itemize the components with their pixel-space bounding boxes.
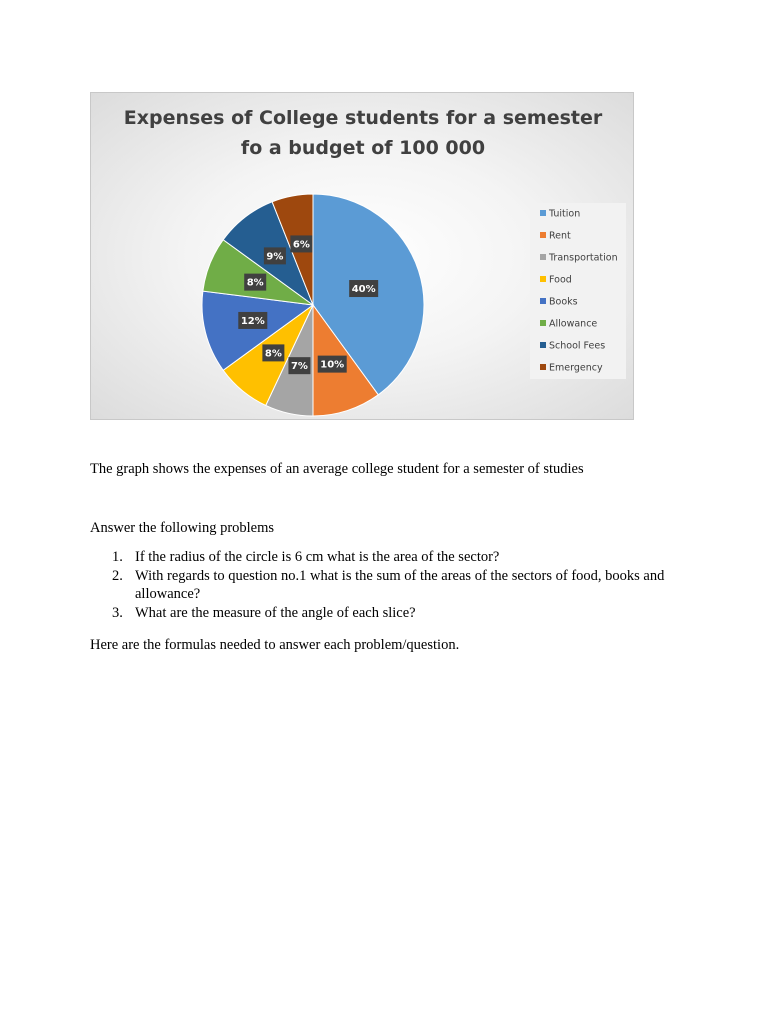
- legend-label: Emergency: [549, 362, 603, 374]
- data-label: [349, 280, 378, 297]
- legend-swatch: [540, 364, 546, 370]
- legend-swatch: [540, 210, 546, 216]
- problems-heading: Answer the following problems: [90, 520, 275, 536]
- legend-swatch: [540, 254, 546, 260]
- legend-label: Rent: [549, 230, 571, 242]
- chart-title-line-1: Expenses of College students for a semester: [123, 107, 603, 129]
- pie-slices: [202, 194, 424, 416]
- data-label: [318, 356, 347, 373]
- legend-swatch: [540, 232, 546, 238]
- data-label: [290, 235, 312, 252]
- data-label-text: 6%: [292, 239, 310, 251]
- problem-item: [90, 567, 690, 603]
- chart-title-line-2: fo a budget of 100 000: [240, 137, 486, 159]
- problem-item: [90, 604, 690, 622]
- data-label-text: 8%: [264, 348, 282, 360]
- legend-swatch: [540, 342, 546, 348]
- legend-label: Food: [549, 274, 572, 286]
- data-label-text: 12%: [240, 315, 265, 327]
- legend-box: [530, 203, 626, 379]
- data-label: [244, 274, 266, 291]
- problem-item: [90, 548, 690, 566]
- problem-number: 1.: [112, 549, 123, 565]
- problem-number: 3.: [112, 605, 123, 621]
- data-label-text: 9%: [266, 251, 284, 263]
- chart-caption: The graph shows the expenses of an average college student for a semester of studies: [90, 461, 584, 477]
- problem-text: If the radius of the circle is 6 cm what is the area of the sector?: [135, 549, 500, 565]
- pie-chart: [90, 92, 634, 420]
- data-label-text: 40%: [351, 284, 376, 296]
- data-label-text: 10%: [320, 359, 345, 371]
- pie-chart-svg: [91, 93, 634, 420]
- problem-text: What are the measure of the angle of each slice?: [135, 605, 416, 621]
- legend-label: Tuition: [549, 208, 581, 220]
- problem-list: [90, 548, 690, 623]
- legend-label: Books: [549, 296, 578, 308]
- data-label: [262, 344, 284, 361]
- data-label-text: 8%: [246, 277, 264, 289]
- legend-label: Allowance: [549, 318, 598, 330]
- legend-label: Transportation: [549, 252, 618, 264]
- data-label-text: 7%: [290, 361, 308, 373]
- legend-label: School Fees: [549, 340, 606, 352]
- data-label: [264, 247, 286, 264]
- problem-number: 2.: [112, 568, 123, 584]
- legend-swatch: [540, 298, 546, 304]
- legend-swatch: [540, 320, 546, 326]
- data-label: [238, 312, 267, 329]
- problem-text: With regards to question no.1 what is the sum of the areas of the sectors of food, books and allowance?: [135, 568, 665, 602]
- legend-swatch: [540, 276, 546, 282]
- formulas-line: Here are the formulas needed to answer each problem/question.: [90, 637, 460, 653]
- data-label: [288, 357, 310, 374]
